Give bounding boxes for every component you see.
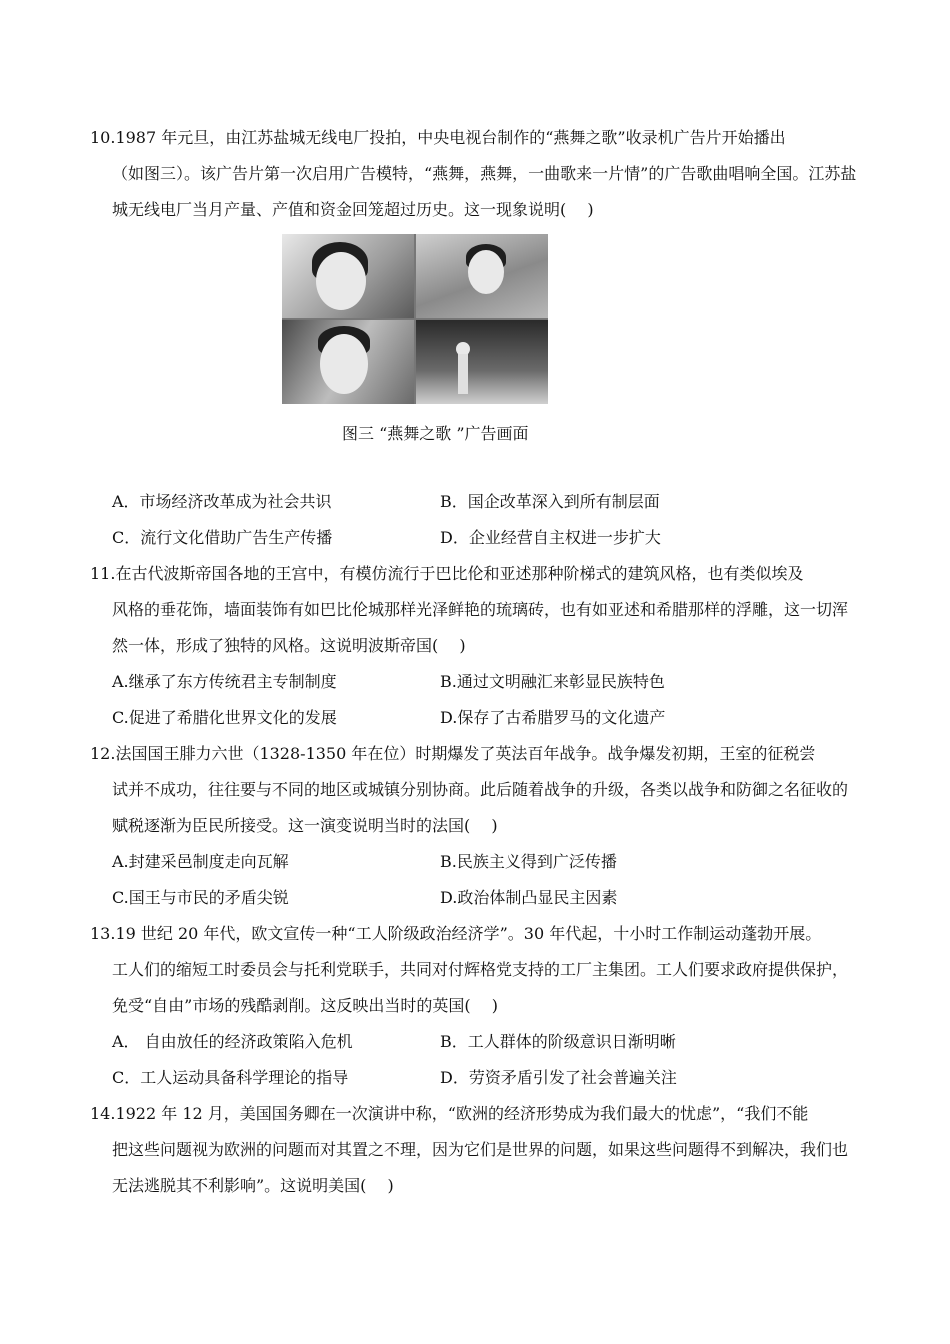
- option-d[interactable]: D．企业经营自主权进一步扩大: [440, 528, 661, 547]
- question-13-text: 工人们的缩短工时委员会与托利党联手，共同对付辉格党支持的工厂主集团。工人们要求政府提供保护，免受“自由”市场的残酷剥削。这反映出当时的英国( ): [112, 960, 849, 1015]
- option-a[interactable]: A.继承了东方传统君主专制制度: [112, 672, 337, 691]
- question-12-line1: 12.法国国王腓力六世（1328-1350 年在位）时期爆发了英法百年战争。战争爆发初期，王室的征税尝: [90, 744, 816, 763]
- question-10-options: [112, 484, 812, 556]
- option-a[interactable]: A．市场经济改革成为社会共识: [112, 492, 332, 511]
- option-b[interactable]: B.民族主义得到广泛传播: [440, 852, 617, 871]
- question-11-text: 风格的垂花饰，墙面装饰有如巴比伦城那样光泽鲜艳的琉璃砖，也有如亚述和希腊那样的浮雕，这一切浑然一体，形成了独特的风格。这说明波斯帝国( ): [112, 600, 849, 655]
- question-12-options: [112, 844, 812, 916]
- question-12-text: 试并不成功，往往要与不同的地区或城镇分别协商。此后随着战争的升级，各类以战争和防御之名征收的赋税逐渐为臣民所接受。这一演变说明当时的法国( ): [112, 780, 849, 835]
- option-b[interactable]: B．国企改革深入到所有制层面: [440, 492, 660, 511]
- ad-frame-1: [282, 234, 414, 318]
- ad-frame-3: [282, 320, 414, 404]
- option-d[interactable]: D.保存了古希腊罗马的文化遗产: [440, 708, 666, 727]
- question-13-line1: 13.19 世纪 20 年代，欧文宣传一种“工人阶级政治经济学”。30 年代起，十小时工作制运动蓬勃开展。: [90, 924, 822, 943]
- option-c[interactable]: C．工人运动具备科学理论的指导: [112, 1068, 349, 1087]
- question-13-options: [112, 1024, 812, 1096]
- ad-frame-2: [416, 234, 548, 318]
- question-11-options: [112, 664, 812, 736]
- figure-3-ad-screenshots: [282, 234, 548, 404]
- question-10-text: （如图三）。该广告片第一次启用广告模特，“燕舞，燕舞，一曲歌来一片情”的广告歌曲唱响全国。江苏盐城无线电厂当月产量、产值和资金回笼超过历史。这一现象说明( ): [112, 164, 857, 219]
- option-c[interactable]: C．流行文化借助广告生产传播: [112, 528, 333, 547]
- option-a[interactable]: A． 自由放任的经济政策陷入危机: [112, 1032, 353, 1051]
- option-a[interactable]: A.封建采邑制度走向瓦解: [112, 852, 289, 871]
- option-b[interactable]: B．工人群体的阶级意识日渐明晰: [440, 1032, 676, 1051]
- question-10: [90, 120, 860, 228]
- question-13: [90, 916, 860, 1024]
- question-12: [90, 736, 860, 844]
- option-d[interactable]: D.政治体制凸显民主因素: [440, 888, 618, 907]
- question-14-text: 把这些问题视为欧洲的问题而对其置之不理，因为它们是世界的问题，如果这些问题得不到解决，我们也无法逃脱其不利影响”。这说明美国( ): [112, 1140, 849, 1195]
- option-c[interactable]: C.国王与市民的矛盾尖锐: [112, 888, 289, 907]
- question-14: [90, 1096, 860, 1204]
- question-11: [90, 556, 860, 664]
- option-d[interactable]: D．劳资矛盾引发了社会普遍关注: [440, 1068, 677, 1087]
- figure-caption: 图三 “燕舞之歌 ”广告画面: [342, 424, 529, 443]
- ad-frame-4: [416, 320, 548, 404]
- question-14-line1: 14.1922 年 12 月，美国国务卿在一次演讲中称，“欧洲的经济形势成为我们最大的忧虑”，“我们不能: [90, 1104, 809, 1123]
- question-11-line1: 11.在古代波斯帝国各地的王宫中，有模仿流行于巴比伦和亚述那种阶梯式的建筑风格，也有类似埃及: [90, 564, 804, 583]
- option-c[interactable]: C.促进了希腊化世界文化的发展: [112, 708, 337, 727]
- question-10-line1: 10.1987 年元旦，由江苏盐城无线电厂投拍，中央电视台制作的“燕舞之歌”收录机广告片开始播出: [90, 128, 786, 147]
- option-b[interactable]: B.通过文明融汇来彰显民族特色: [440, 672, 665, 691]
